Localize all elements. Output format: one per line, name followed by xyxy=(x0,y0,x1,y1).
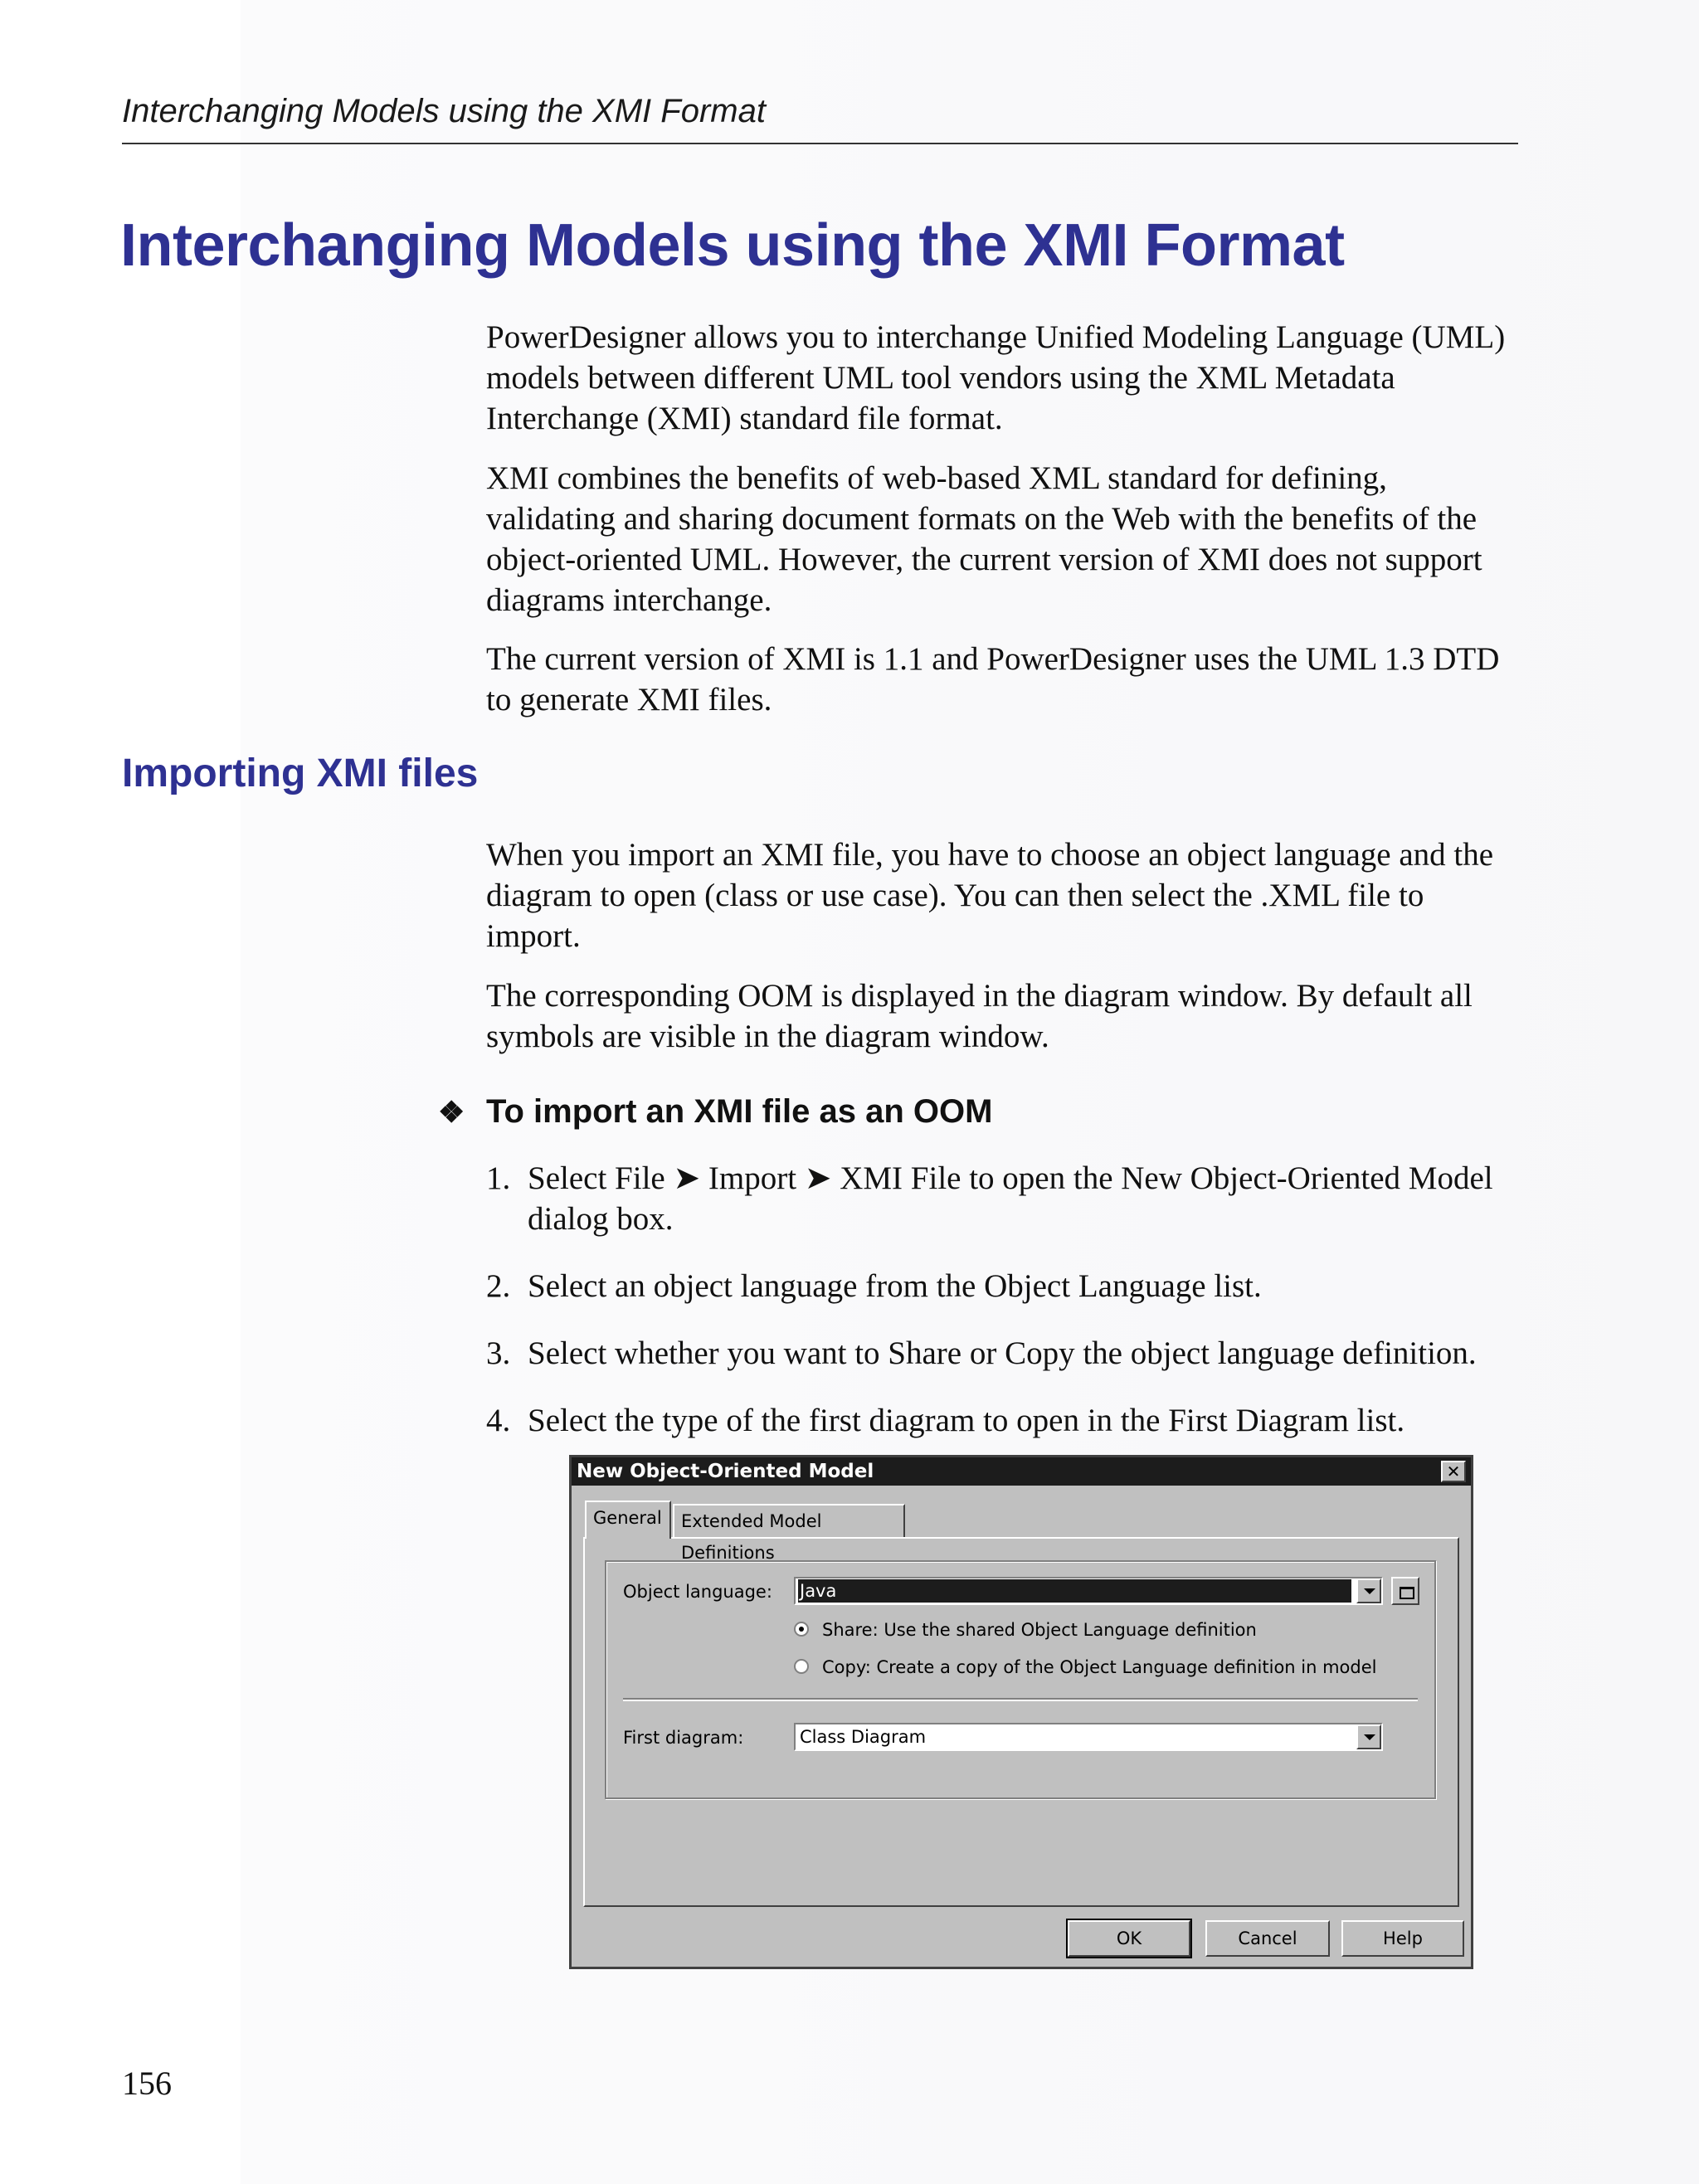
chapter-title: Interchanging Models using the XMI Format xyxy=(120,212,1345,279)
divider xyxy=(623,1698,1418,1701)
intro-paragraph-3: The current version of XMI is 1.1 and PowerDesigner uses the UML 1.3 DTD to generate XMI files. xyxy=(486,641,1500,717)
chevron-down-icon[interactable] xyxy=(1356,1578,1381,1603)
page-number: 156 xyxy=(122,2065,172,2102)
dialog-title: New Object-Oriented Model xyxy=(577,1461,874,1482)
first-diagram-value: Class Diagram xyxy=(800,1727,927,1747)
step-text: Select an object language from the Object Language list. xyxy=(528,1268,1262,1304)
step-number: 4. xyxy=(486,1403,511,1438)
section-paragraph-2: The corresponding OOM is displayed in the diagram window. By default all symbols are visible in the diagram window. xyxy=(486,978,1473,1054)
step-text: Select the type of the first diagram to open in the First Diagram list. xyxy=(528,1403,1405,1438)
share-radio[interactable] xyxy=(794,1622,809,1637)
chevron-down-icon[interactable] xyxy=(1356,1724,1381,1749)
step-text: Select File ➤ Import ➤ XMI File to open the New Object-Oriented Model dialog box. xyxy=(528,1160,1493,1237)
object-language-select[interactable] xyxy=(794,1577,1383,1605)
procedure-bullet-icon: ❖ xyxy=(438,1095,465,1129)
cancel-button[interactable]: Cancel xyxy=(1205,1920,1330,1957)
step-number: 3. xyxy=(486,1335,511,1371)
step-number: 1. xyxy=(486,1160,511,1196)
copy-option-label: Copy: Create a copy of the Object Language definition in model xyxy=(822,1657,1377,1677)
share-option-label: Share: Use the shared Object Language definition xyxy=(822,1620,1257,1640)
procedure-title-text: To import an XMI file as an OOM xyxy=(486,1093,993,1130)
procedure-step xyxy=(486,1333,1523,1374)
procedure-step xyxy=(486,1158,1523,1239)
browse-object-language-button[interactable] xyxy=(1391,1577,1419,1605)
help-button[interactable]: Help xyxy=(1341,1920,1464,1957)
object-language-value: Java xyxy=(798,1579,1351,1603)
dialog-titlebar xyxy=(572,1457,1471,1486)
first-diagram-label: First diagram: xyxy=(623,1728,744,1748)
header-rule xyxy=(122,143,1518,144)
tab-general[interactable]: General xyxy=(585,1501,671,1539)
step-text: Select whether you want to Share or Copy the object language definition. xyxy=(528,1335,1477,1371)
section-title: Importing XMI files xyxy=(122,752,479,795)
first-diagram-select[interactable] xyxy=(794,1723,1383,1751)
procedure-title xyxy=(438,1093,992,1131)
step-number: 2. xyxy=(486,1268,511,1304)
new-oom-dialog xyxy=(569,1455,1473,1969)
section-paragraph-1: When you import an XMI file, you have to choose an object language and the diagram to open (class or use case). You can then select the .XML file to import. xyxy=(486,837,1494,954)
folder-icon xyxy=(1400,1587,1414,1599)
tab-extended-model-definitions[interactable]: Extended Model Definitions xyxy=(673,1504,905,1537)
copy-option[interactable] xyxy=(794,1657,1376,1677)
ok-button[interactable]: OK xyxy=(1068,1920,1190,1957)
running-header: Interchanging Models using the XMI Format xyxy=(122,93,766,129)
object-language-label: Object language: xyxy=(623,1582,772,1602)
intro-paragraph-1: PowerDesigner allows you to interchange Unified Modeling Language (UML) models between different UML tool vendors using the XML Metadata Interchange (XMI) standard file format. xyxy=(486,319,1506,436)
procedure-step xyxy=(486,1266,1523,1306)
share-option[interactable] xyxy=(794,1620,1257,1640)
close-icon[interactable]: ✕ xyxy=(1441,1461,1466,1482)
copy-radio[interactable] xyxy=(794,1659,809,1674)
intro-paragraph-2: XMI combines the benefits of web-based XML standard for defining, validating and sharing document formats on the Web with the benefits of the object-oriented UML. However, the current version of XMI does not support diagrams interchange. xyxy=(486,460,1482,618)
procedure-step xyxy=(486,1400,1523,1441)
